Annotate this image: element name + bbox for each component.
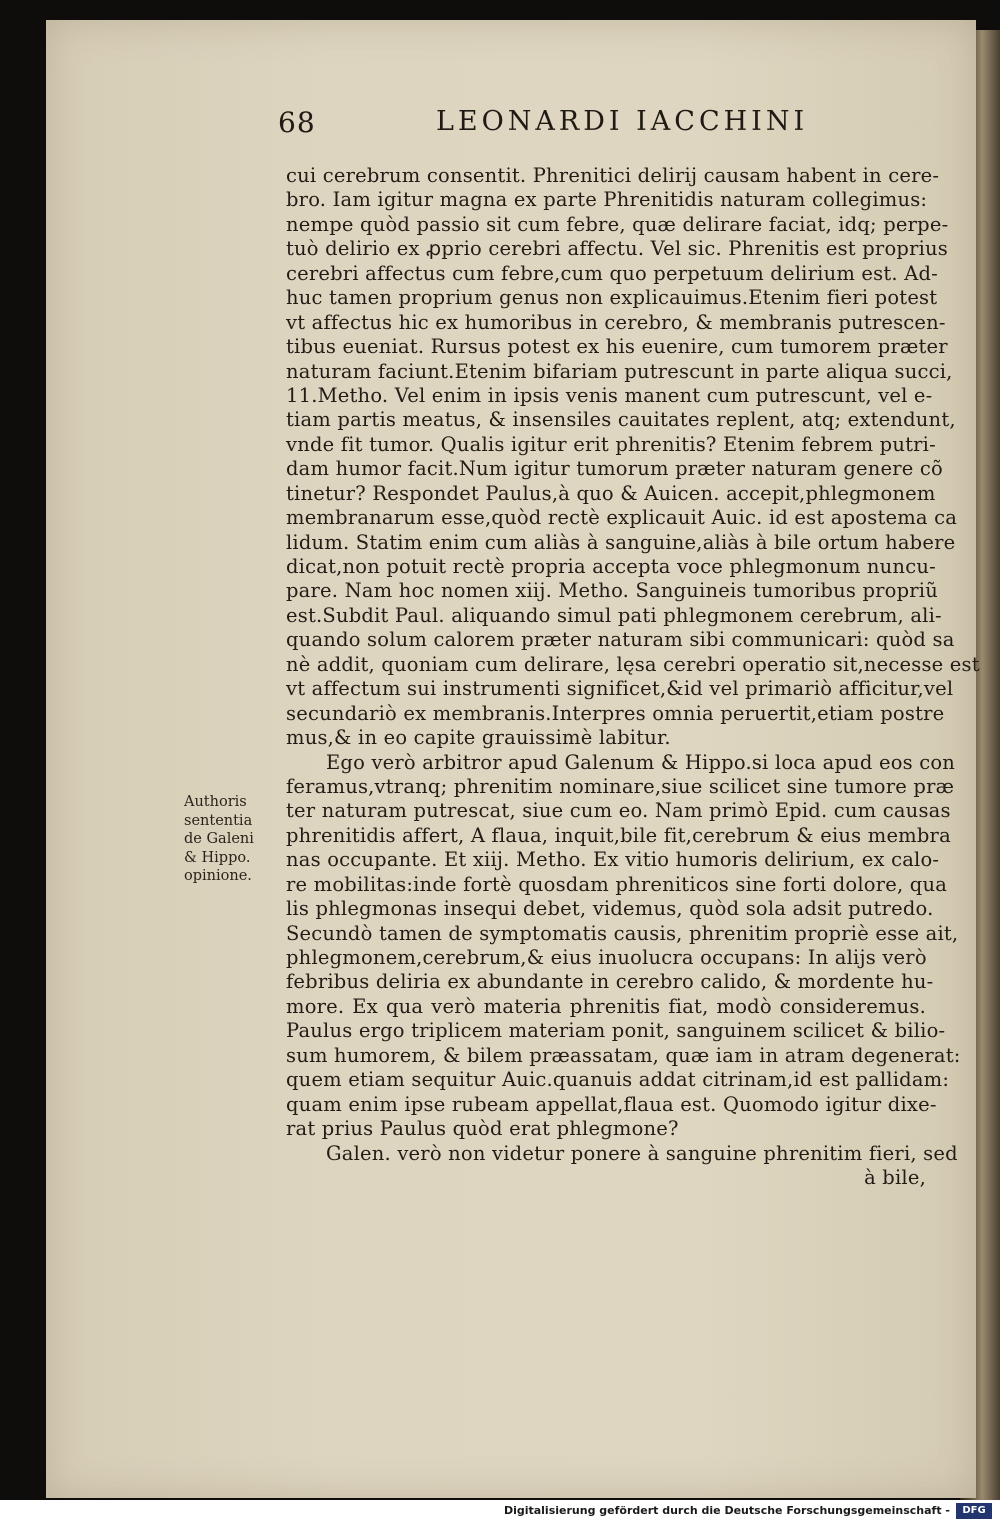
text-line: nè addit, quoniam cum delirare, lęsa cerebri operatio sit,necesse est — [286, 652, 980, 676]
text-line: cui cerebrum consentit. Phrenitici delirij causam habent in cere- — [286, 164, 940, 187]
text-line: re mobilitas:inde fortè quosdam phreniticos sine forti dolore, qua — [286, 872, 948, 896]
text-line: naturam faciunt.Etenim bifariam putrescunt in parte aliqua succi, — [286, 359, 953, 383]
margin-note-line: & Hippo. — [184, 849, 251, 866]
text-line: tinetur? Respondet Paulus,à quo & Auicen. accepit,phlegmonem — [286, 481, 936, 505]
text-line: dam humor facit.Num igitur tumorum præter naturam genere cõ — [286, 457, 943, 481]
text-line: more. Ex qua verò materia phrenitis fiat, modò consideremus. — [286, 994, 926, 1018]
text-line: tibus eueniat. Rursus potest ex his euenire, cum tumorem præter — [286, 335, 948, 359]
text-line: membranarum esse,quòd rectè explicauit Auic. id est apostema ca — [286, 506, 958, 530]
text-line: huc tamen proprium genus non explicauimus.Etenim fieri potest — [286, 286, 938, 310]
body-text — [286, 164, 980, 1190]
text-line: vnde fit tumor. Qualis igitur erit phrenitis? Etenim febrem putri- — [286, 432, 936, 456]
text-line: feramus,vtranq; phrenitim nominare,siue scilicet sine tumore præ — [286, 774, 955, 798]
text-line: bro. Iam igitur magna ex parte Phrenitidis naturam collegimus: — [286, 188, 928, 212]
page-number: 68 — [278, 106, 316, 139]
text-line: quam enim ipse rubeam appellat,flaua est. Quomodo igitur dixe- — [286, 1092, 937, 1116]
text-line: lis phlegmonas insequi debet, videmus, quòd sola adsit putredo. — [286, 897, 934, 921]
catchword: à bile, — [864, 1165, 926, 1189]
text-line: phrenitidis affert, A flaua, inquit,bile fit,cerebrum & eius membra — [286, 823, 951, 847]
text-line: tiam partis meatus, & insensiles cauitates replent, atq; extendunt, — [286, 408, 956, 432]
text-line: vt affectus hic ex humoribus in cerebro, & membranis putrescen- — [286, 310, 946, 334]
margin-note-line: sententia — [184, 812, 253, 829]
text-line: Ego verò arbitror apud Galenum & Hippo.si loca apud eos con — [326, 750, 956, 774]
text-line: ter naturam putrescat, siue cum eo. Nam primò Epid. cum causas — [286, 799, 951, 823]
text-line: 11.Metho. Vel enim in ipsis venis manent cum putrescunt, vel e- — [286, 383, 933, 407]
margin-note — [184, 793, 284, 886]
text-line: vt affectum sui instrumenti significet,&id vel primariò afficitur,vel — [286, 677, 954, 701]
text-line: tuò delirio ex ꝓprio cerebri affectu. Vel sic. Phrenitis est proprius — [286, 237, 948, 261]
text-line: quando solum calorem præter naturam sibi communicari: quòd sa — [286, 628, 955, 652]
text-line: dicat,non potuit rectè propria accepta voce phlegmonum nuncu- — [286, 555, 936, 578]
running-head: LEONARDI IACCHINI — [436, 106, 809, 137]
text-line: cerebri affectus cum febre,cum quo perpetuum delirium est. Ad- — [286, 261, 938, 285]
text-line: sum humorem, & bilem præassatam, quæ iam in atram degenerat: — [286, 1043, 961, 1067]
footer-bar — [0, 1500, 1000, 1523]
margin-note-line: de Galeni — [184, 831, 254, 847]
text-line: nas occupante. Et xiij. Metho. Ex vitio humoris delirium, ex calo- — [286, 848, 940, 872]
text-line: Paulus ergo triplicem materiam ponit, sanguinem scilicet & bilio- — [286, 1019, 946, 1043]
text-line: quem etiam sequitur Auic.quanuis addat citrinam,id est pallidam: — [286, 1068, 950, 1092]
text-line: nempe quòd passio sit cum febre, quæ delirare faciat, idq; perpe- — [286, 212, 949, 236]
text-line: Secundò tamen de symptomatis causis, phrenitim propriè esse ait, — [286, 921, 959, 945]
text-line: febribus deliria ex abundante in cerebro calido, & mordente hu- — [286, 970, 934, 994]
text-line: rat prius Paulus quòd erat phlegmone? — [286, 1117, 679, 1141]
text-line: mus,& in eo capite grauissimè labitur. — [286, 726, 671, 750]
text-line: pare. Nam hoc nomen xiij. Metho. Sanguineis tumoribus propriũ — [286, 579, 938, 603]
text-line: lidum. Statim enim cum aliàs à sanguine,aliàs à bile ortum habere — [286, 530, 956, 554]
text-line: phlegmonem,cerebrum,& eius inuolucra occupans: In alijs verò — [286, 946, 927, 969]
footer-credit: Digitalisierung gefördert durch die Deutsche Forschungsgemeinschaft - — [503, 1504, 950, 1517]
margin-note-line: opinione. — [184, 868, 252, 884]
book-page — [46, 20, 980, 1498]
text-line: secundariò ex membranis.Interpres omnia peruertit,etiam postre — [286, 701, 945, 725]
dfg-logo: DFG — [956, 1503, 992, 1519]
text-line: est.Subdit Paul. aliquando simul pati phlegmonem cerebrum, ali- — [286, 603, 942, 627]
text-line: Galen. verò non videtur ponere à sanguine phrenitim fieri, sed — [326, 1141, 958, 1165]
margin-note-line: Authoris — [184, 794, 247, 810]
